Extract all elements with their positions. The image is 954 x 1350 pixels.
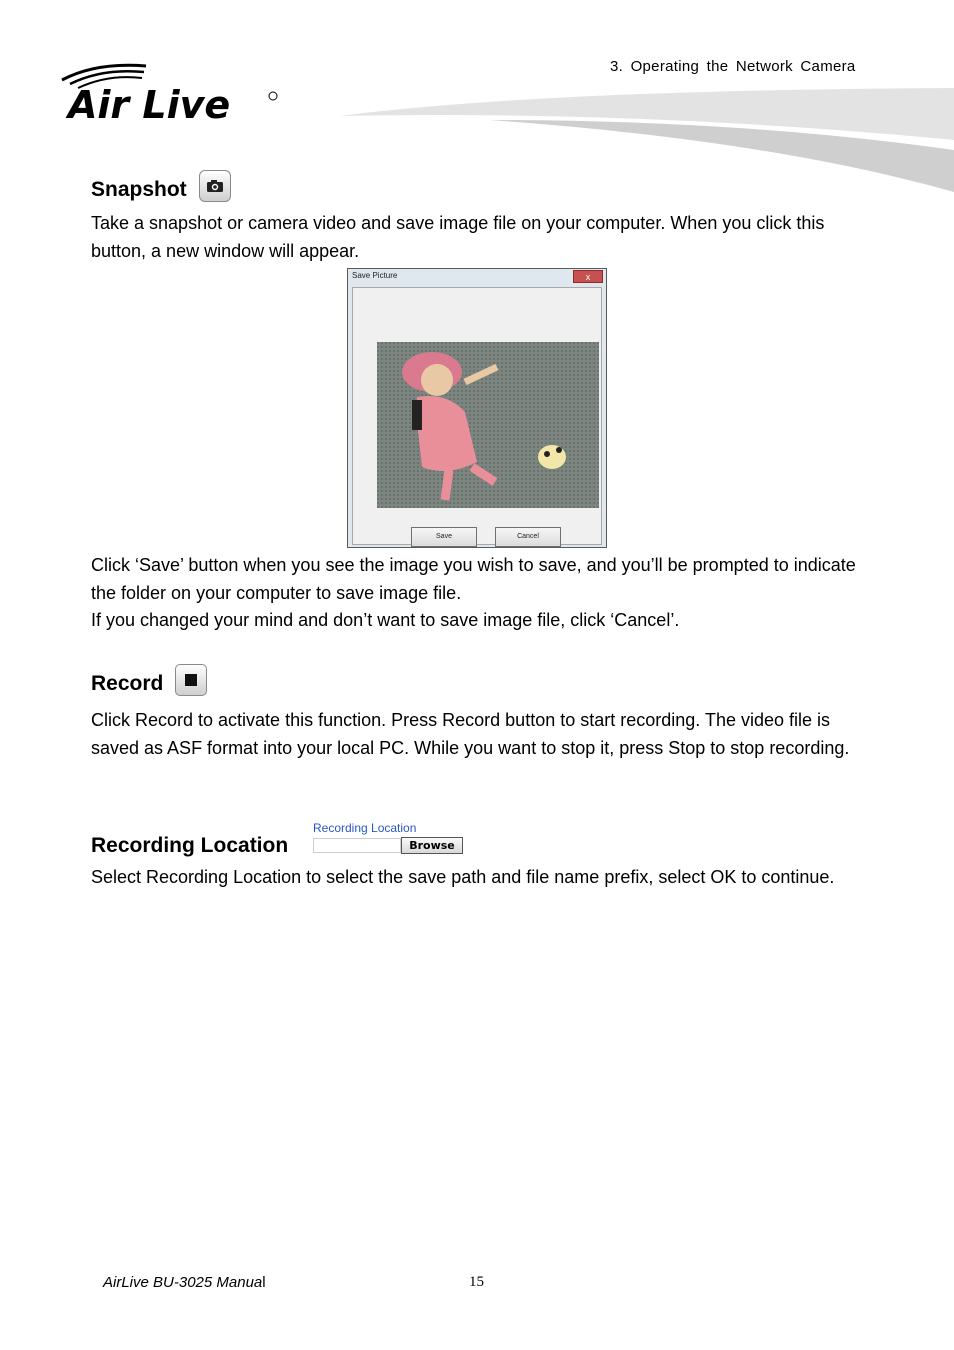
- snapshot-cancel-instructions: If you changed your mind and don’t want to save image file, click ‘Cancel’.: [91, 610, 680, 630]
- recording-location-path-input[interactable]: [313, 838, 401, 853]
- record-heading: Record: [91, 672, 164, 695]
- dialog-title: Save Picture: [352, 271, 398, 280]
- footer-manual-title: [103, 1274, 266, 1291]
- airlive-logo: [56, 60, 286, 124]
- dialog-body: [352, 287, 602, 545]
- footer-manual-title-tail: l: [262, 1274, 266, 1291]
- dialog-cancel-button[interactable]: Cancel: [495, 527, 561, 547]
- recording-location-description: Select Recording Location to select the save path and file name prefix, select OK to continue.: [91, 867, 835, 887]
- snapshot-heading: Snapshot: [91, 178, 187, 201]
- header-swoosh-graphic: [340, 80, 954, 200]
- page-number: 15: [469, 1274, 484, 1290]
- snapshot-description: Take a snapshot or camera video and save image file on your computer. When you click this button, a new window will appear.: [91, 213, 825, 261]
- camera-icon: [199, 170, 231, 202]
- save-picture-dialog: [347, 268, 607, 548]
- snapshot-preview-image: [377, 342, 599, 508]
- recording-location-heading: Recording Location: [91, 834, 289, 857]
- chapter-heading: 3. Operating the Network Camera: [610, 58, 856, 75]
- stop-icon: [175, 664, 207, 696]
- browse-button[interactable]: Browse: [401, 837, 463, 854]
- record-description: Click Record to activate this function. Press Record button to start recording. The video file is saved as ASF format into your local PC. While you want to stop it, press Stop to stop recording.: [91, 710, 850, 758]
- dialog-save-button[interactable]: Save: [411, 527, 477, 547]
- recording-location-widget-label: Recording Location: [313, 821, 417, 835]
- snapshot-save-instructions: Click ‘Save’ button when you see the image you wish to save, and you’ll be prompted to indicate the folder on your computer to save image file.: [91, 555, 856, 603]
- dialog-close-button[interactable]: x: [573, 270, 603, 283]
- logo-text: Air Live: [68, 83, 231, 124]
- footer-manual-title-italic: AirLive BU-3025 Manua: [103, 1274, 263, 1291]
